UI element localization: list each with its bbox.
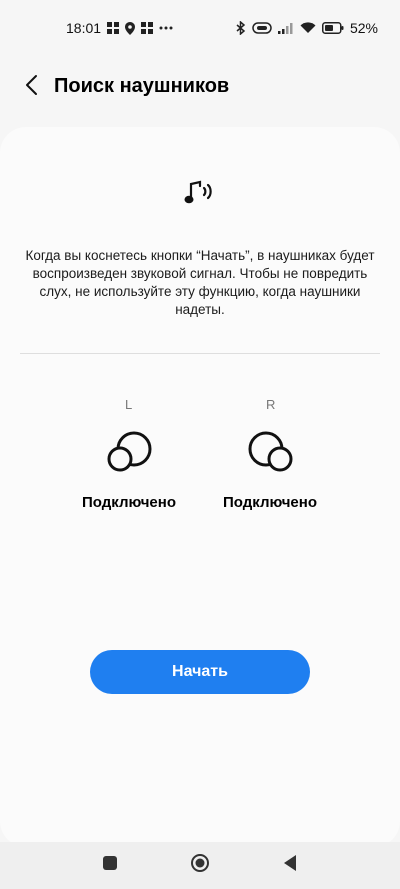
start-button[interactable]: Начать (90, 650, 310, 694)
nav-back-button[interactable] (279, 854, 301, 876)
app-notification-icon-2 (141, 22, 153, 34)
left-earbud-icon (104, 427, 156, 479)
music-note-icon (184, 179, 216, 207)
header (0, 56, 400, 118)
home-button[interactable] (189, 854, 211, 876)
right-status: Подключено (223, 494, 317, 511)
recents-square-icon (102, 855, 118, 876)
recents-button[interactable] (99, 854, 121, 876)
bluetooth-icon (236, 21, 246, 35)
signal-icon (278, 22, 294, 34)
battery-icon (322, 22, 344, 34)
divider (20, 353, 380, 354)
page-title: Поиск наушников (54, 75, 230, 97)
back-button[interactable] (20, 75, 44, 99)
system-nav-bar (0, 842, 400, 889)
wifi-icon (300, 22, 316, 34)
battery-percent: 52% (349, 20, 378, 36)
left-label: L (125, 397, 133, 412)
back-arrow-icon (25, 74, 39, 101)
more-notifications-icon (159, 26, 173, 30)
info-text: Когда вы коснетесь кнопки “Начать”, в наушниках будет воспроизведен звуковой сигнал. Чтобы не повредить слух, не используйте эту функцию, когда наушники надеты. (25, 248, 375, 317)
content-card (0, 127, 400, 847)
status-bar (0, 0, 400, 56)
left-status: Подключено (82, 494, 176, 511)
right-label: R (266, 397, 276, 412)
right-earbud-icon (244, 427, 296, 479)
home-circle-icon (190, 853, 210, 878)
status-time: 18:01 (66, 20, 102, 36)
earbuds-status-icon (252, 22, 272, 34)
back-triangle-icon (282, 854, 298, 877)
location-icon (125, 22, 135, 35)
app-notification-icon (107, 22, 119, 34)
